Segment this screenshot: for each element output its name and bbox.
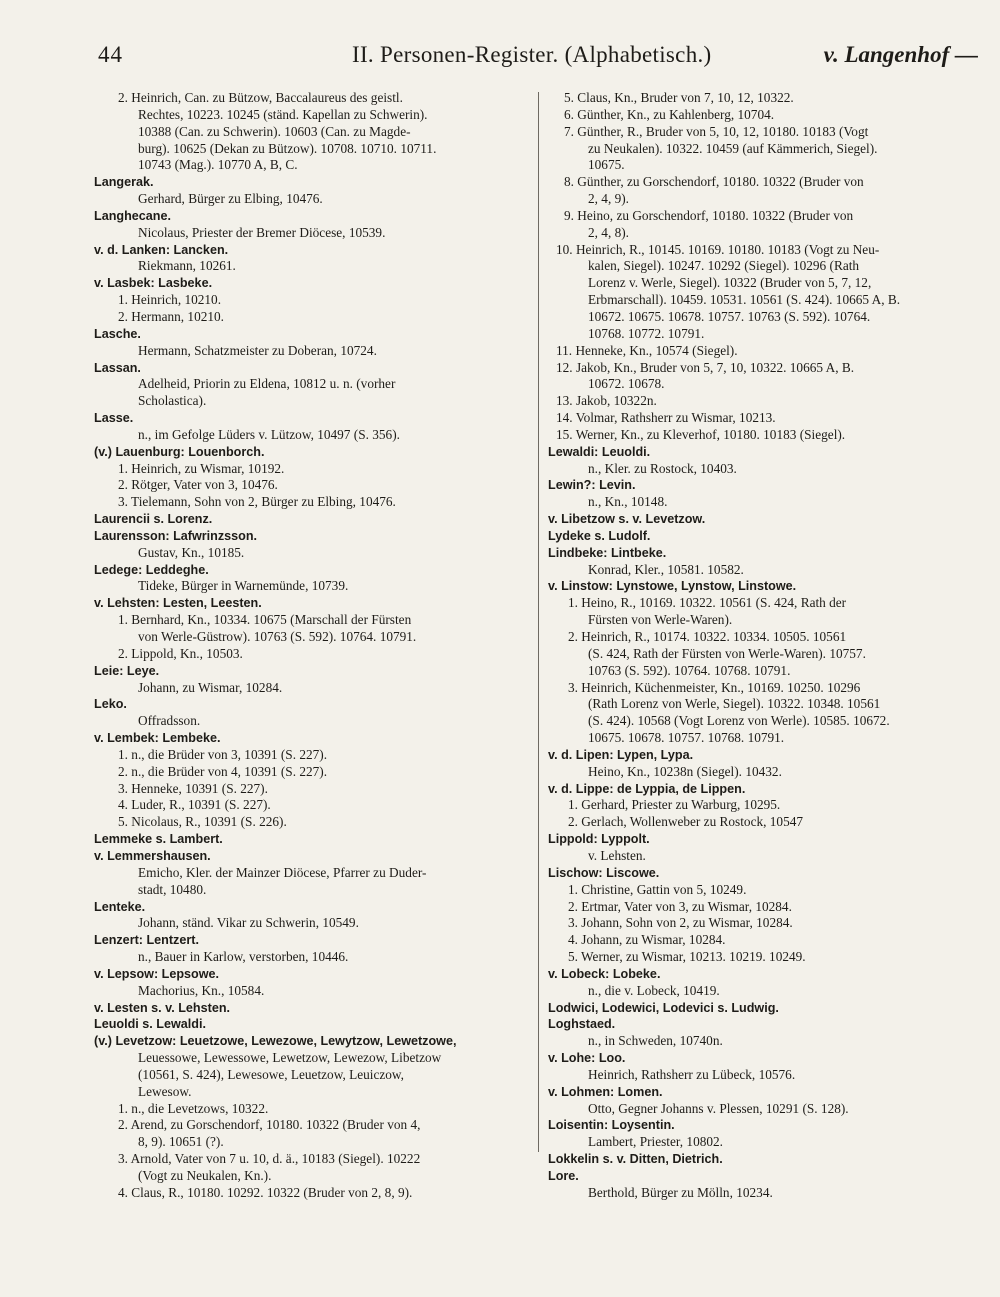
headword: Lischow: Liscowe. [548,865,660,880]
entry-line: 2, 4, 9). [588,191,629,207]
entry-line: 2. Heinrich, R., 10174. 10322. 10334. 10505. 10561 [568,629,847,644]
entry-line: n., Kn., 10148. [588,494,668,510]
entry-line: 15. Werner, Kn., zu Kleverhof, 10180. 10183 (Siegel). [556,426,846,442]
headword: Langhecane. [94,208,171,223]
entry-line: 10388 (Can. zu Schwerin). 10603 (Can. zu Magde- [138,123,411,139]
entry-line: Riekmann, 10261. [138,258,236,274]
entry-line: 3. Johann, Sohn von 2, zu Wismar, 10284. [568,915,793,931]
entry-line: 4. Johann, zu Wismar, 10284. [568,932,726,948]
entry-line: n., Bauer in Karlow, verstorben, 10446. [138,949,349,965]
entry-line: 10672. 10678. [588,376,665,392]
headword: Langerak. [94,175,154,190]
entry-line: Nicolaus, Priester der Bremer Diöcese, 10539. [138,224,386,240]
entry-line: 12. Jakob, Kn., Bruder von 5, 7, 10, 10322. 10665 A, B. [556,359,855,375]
entry-line: 1. Heino, R., 10169. 10322. 10561 (S. 424, Rath der [568,595,847,611]
page-number: 44 [98,42,123,67]
entry-line: 2. Heinrich, Can. zu Bützow, Baccalaureus des geistl. [118,90,403,105]
entry-line: 1. Heinrich, 10210. [118,292,222,308]
entry-line: 2. Hermann, 10210. [118,308,224,324]
headword: v. Linstow: Lynstowe, Lynstow, Linstowe. [548,579,797,594]
entry-line: 5. Nicolaus, R., 10391 (S. 226). [118,814,287,830]
entry-line: n., Kler. zu Rostock, 10403. [588,460,737,476]
entry-line: 14. Volmar, Rathsherr zu Wismar, 10213. [556,410,776,426]
entry-line: 4. Luder, R., 10391 (S. 227). [118,797,271,813]
entry-line: Leuessowe, Lewessowe, Lewetzow, Lewezow, Libetzow [138,1050,442,1066]
headword: Lenzert: Lentzert. [94,933,199,948]
headword: Lewaldi: Leuoldi. [548,444,651,459]
headword: Laurencii s. Lorenz. [94,512,213,527]
entry-line: 1. Christine, Gattin von 5, 10249. [568,881,747,897]
entry-line: 2. n., die Brüder von 4, 10391 (S. 227). [118,763,328,779]
entry-line: 10763 (S. 592). 10764. 10768. 10791. [588,662,791,678]
entry-line: (Vogt zu Neukalen, Kn.). [138,1168,272,1183]
entry-line: 10675. [588,157,625,173]
entry-line: 2. Gerlach, Wollenweber zu Rostock, 10547 [568,814,804,830]
entry-line: 3. Tielemann, Sohn von 2, Bürger zu Elbing, 10476. [118,494,396,510]
headword: Loghstaed. [548,1017,616,1032]
entry-line: Lewesow. [138,1083,192,1099]
entry-line: 2. Ertmar, Vater von 3, zu Wismar, 10284. [568,898,792,914]
entry-line: Offradsson. [138,713,201,729]
entry-line: 10. Heinrich, R., 10145. 10169. 10180. 10183 (Vogt zu Neu- [556,241,880,257]
entry-line: n., im Gefolge Lüders v. Lützow, 10497 (S. 356). [138,426,400,442]
entry-line: 1. Heinrich, zu Wismar, 10192. [118,460,285,476]
headword: Lindbeke: Lintbeke. [548,545,667,560]
headword: Lokkelin s. v. Ditten, Dietrich. [548,1152,723,1167]
headword: Lewin?: Levin. [548,478,636,493]
entry-line: Lambert, Priester, 10802. [588,1134,723,1150]
entry-line: 3. Heinrich, Küchenmeister, Kn., 10169. 10250. 10296 [568,679,861,695]
headword: v. Lohmen: Lomen. [548,1084,663,1099]
entry-line: 2. Lippold, Kn., 10503. [118,645,243,661]
headword: v. d. Lipen: Lypen, Lypa. [548,747,694,762]
entry-line: 6. Günther, Kn., zu Kahlenberg, 10704. [564,106,775,122]
headword: v. Lesten s. v. Lehsten. [94,1000,231,1015]
entry-line: 10675. 10678. 10757. 10768. 10791. [588,730,785,746]
headword: v. Lobeck: Lobeke. [548,966,661,981]
headword: (v.) Levetzow: Leuetzowe, Lewezowe, Lewytzow, Lewetzowe, [94,1034,457,1049]
entry-line: 2. Arend, zu Gorschendorf, 10180. 10322 (Bruder von 4, [118,1117,421,1133]
entry-line: 10672. 10675. 10678. 10757. 10763 (S. 592). 10764. [588,308,871,324]
entry-line: 1. Bernhard, Kn., 10334. 10675 (Marschall der Fürsten [118,612,412,628]
entry-line: Adelheid, Priorin zu Eldena, 10812 u. n. (vorher [138,376,396,392]
entry-line: 13. Jakob, 10322n. [556,393,657,409]
entry-line: 3. Henneke, 10391 (S. 227). [118,780,268,796]
headword: Lydeke s. Ludolf. [548,528,651,543]
entry-line: Machorius, Kn., 10584. [138,982,265,998]
entry-line: 1. n., die Brüder von 3, 10391 (S. 227). [118,746,328,762]
entry-line: (10561, S. 424), Lewesowe, Leuetzow, Leuiczow, [138,1066,404,1082]
page-title: II. Personen-Register. (Alphabetisch.) [352,42,712,67]
headword: v. Lasbek: Lasbeke. [94,276,213,291]
headword: Lasse. [94,411,134,426]
entry-line: n., in Schweden, 10740n. [588,1033,723,1049]
right-column [548,90,980,1202]
entry-line: Berthold, Bürger zu Mölln, 10234. [588,1184,773,1200]
entry-line: 2. Rötger, Vater von 3, 10476. [118,477,278,493]
entry-line: Johann, zu Wismar, 10284. [138,679,283,695]
headword: Loisentin: Loysentin. [548,1118,675,1133]
entry-line: 2, 4, 8). [588,224,629,240]
headword: (v.) Lauenburg: Louenborch. [94,444,265,459]
entry-line: 1. n., die Levetzows, 10322. [118,1100,269,1116]
left-column [94,90,530,1202]
entry-line: Emicho, Kler. der Mainzer Diöcese, Pfarrer zu Duder- [138,864,427,880]
entry-line: 3. Arnold, Vater von 7 u. 10, d. ä., 10183 (Siegel). 10222 [118,1151,421,1167]
headword: Leie: Leye. [94,663,160,678]
entry-line: 4. Claus, R., 10180. 10292. 10322 (Bruder von 2, 8, 9). [118,1184,413,1200]
entry-line: von Werle-Güstrow). 10763 (S. 592). 10764. 10791. [138,629,417,644]
headword: Lenteke. [94,899,146,914]
entry-line: Heino, Kn., 10238n (Siegel). 10432. [588,763,782,779]
headword: v. Lohe: Loo. [548,1051,626,1066]
headword: Leuoldi s. Lewaldi. [94,1017,206,1032]
headword: Lippold: Lyppolt. [548,832,650,847]
entry-line: Heinrich, Rathsherr zu Lübeck, 10576. [588,1066,796,1082]
entry-line: 8, 9). 10651 (?). [138,1134,224,1150]
headword: v. d. Lanken: Lancken. [94,242,229,257]
running-head: v. Langenhof — [823,42,978,67]
entry-line: Tideke, Bürger in Warnemünde, 10739. [138,578,349,594]
entry-line: 5. Werner, zu Wismar, 10213. 10219. 10249. [568,949,806,965]
entry-line: Gustav, Kn., 10185. [138,544,245,560]
entry-line: 8. Günther, zu Gorschendorf, 10180. 10322 (Bruder von [564,174,864,190]
entry-line: Lorenz v. Werle, Siegel). 10322 (Bruder von 5, 7, 12, [588,275,872,291]
entry-line: (S. 424). 10568 (Vogt Lorenz von Werle). 10585. 10672. [588,713,890,729]
entry-line: 10768. 10772. 10791. [588,325,705,341]
entry-line: v. Lehsten. [588,847,646,863]
headword: v. Lemmershausen. [94,848,211,863]
entry-line: zu Neukalen). 10322. 10459 (auf Kämmerich, Siegel). [588,140,878,156]
entry-line: Konrad, Kler., 10581. 10582. [588,561,744,577]
entry-line: n., die v. Lobeck, 10419. [588,982,720,998]
entry-line: stadt, 10480. [138,881,207,897]
headword: Leko. [94,697,127,712]
entry-line: Otto, Gegner Johanns v. Plessen, 10291 (S. 128). [588,1100,849,1116]
entry-line: (Rath Lorenz von Werle, Siegel). 10322. 10348. 10561 [588,696,881,712]
headword: v. Lembek: Lembeke. [94,731,221,746]
page-header [0,38,1000,78]
entry-line: kalen, Siegel). 10247. 10292 (Siegel). 10296 (Rath [588,258,860,274]
headword: v. Lehsten: Lesten, Leesten. [94,596,262,611]
entry-line: (S. 424, Rath der Fürsten von Werle-Waren). 10757. [588,645,866,661]
entry-line: burg). 10625 (Dekan zu Bützow). 10708. 10710. 10711. [138,140,437,156]
headword: Lore. [548,1169,579,1183]
entry-line: 9. Heino, zu Gorschendorf, 10180. 10322 (Bruder von [564,207,854,223]
headword: Laurensson: Lafwrinzsson. [94,528,258,543]
headword: Ledege: Leddeghe. [94,562,209,577]
headword: v. Lepsow: Lepsowe. [94,966,220,981]
entry-line: 5. Claus, Kn., Bruder von 7, 10, 12, 10322. [564,90,794,105]
entry-line: Gerhard, Bürger zu Elbing, 10476. [138,191,323,207]
column-divider [538,92,539,1152]
entry-line: Scholastica). [138,393,207,409]
headword: Lasche. [94,326,141,341]
headword: Lemmeke s. Lambert. [94,832,223,847]
headword: Lodwici, Lodewici, Lodevici s. Ludwig. [548,1000,779,1015]
headword: v. Libetzow s. v. Levetzow. [548,512,706,527]
entry-line: Erbmarschall). 10459. 10531. 10561 (S. 424). 10665 A, B. [588,292,901,308]
entry-line: Rechtes, 10223. 10245 (ständ. Kapellan zu Schwerin). [138,106,428,122]
entry-line: 7. Günther, R., Bruder von 5, 10, 12, 10180. 10183 (Vogt [564,123,869,139]
headword: Lassan. [94,360,141,375]
entry-line: Johann, ständ. Vikar zu Schwerin, 10549. [138,915,359,931]
headword: v. d. Lippe: de Lyppia, de Lippen. [548,781,746,796]
entry-line: 10743 (Mag.). 10770 A, B, C. [138,157,298,173]
entry-line: Fürsten von Werle-Waren). [588,612,733,628]
entry-line: Hermann, Schatzmeister zu Doberan, 10724. [138,342,377,358]
entry-line: 11. Henneke, Kn., 10574 (Siegel). [556,342,738,358]
entry-line: 1. Gerhard, Priester zu Warburg, 10295. [568,797,781,813]
